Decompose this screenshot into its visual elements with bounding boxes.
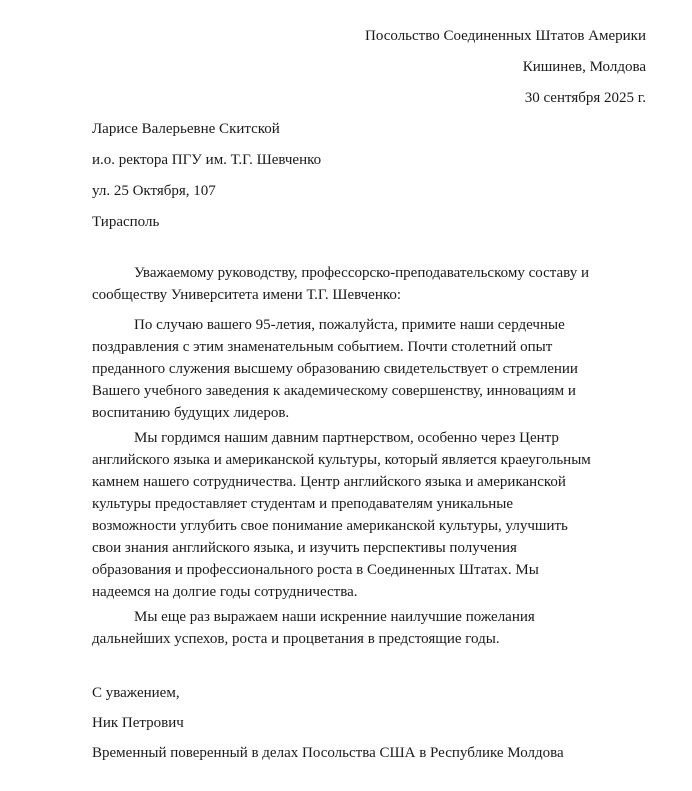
recipient-city: Тирасполь bbox=[92, 214, 160, 230]
sender-city: Кишинев, Молдова bbox=[522, 59, 646, 75]
text-line: преданного служения высшему образованию свидетельствует о стремлении bbox=[92, 361, 578, 377]
text-line: воспитанию будущих лидеров. bbox=[92, 405, 290, 421]
text-line: культуры предоставляет студентам и преподавателям уникальные bbox=[92, 496, 513, 512]
text-line: По случаю вашего 95-летия, пожалуйста, примите наши сердечные bbox=[134, 317, 565, 333]
body-paragraph-1 bbox=[92, 314, 646, 424]
text-line: надеемся на долгие годы сотрудничества. bbox=[92, 584, 358, 600]
recipient-block bbox=[92, 114, 646, 238]
sender-block bbox=[92, 21, 646, 114]
text-line: возможности углубить свое понимание американской культуры, улучшить bbox=[92, 518, 568, 534]
text-line: сообществу Университета имени Т.Г. Шевченко: bbox=[92, 287, 402, 303]
text-line: поздравления с этим знаменательным событием. Почти столетний опыт bbox=[92, 339, 553, 355]
sender-organization: Посольство Соединенных Штатов Америки bbox=[365, 28, 646, 44]
text-line: камнем нашего сотрудничества. Центр английского языка и американской bbox=[92, 474, 566, 490]
text-line: Мы гордимся нашим давним партнерством, особенно через Центр bbox=[134, 430, 559, 446]
salutation bbox=[92, 262, 646, 306]
signer-name: Ник Петрович bbox=[92, 715, 184, 731]
text-line: Вашего учебного заведения к академическому совершенству, инновациям и bbox=[92, 383, 576, 399]
recipient-name: Ларисе Валерьевне Скитской bbox=[92, 121, 280, 137]
text-line: Мы еще раз выражаем наши искренние наилучшие пожелания bbox=[134, 609, 535, 625]
letter-date: 30 сентября 2025 г. bbox=[524, 90, 646, 106]
body-paragraph-2 bbox=[92, 427, 646, 603]
text-line: дальнейших успехов, роста и процветания в предстоящие годы. bbox=[92, 631, 500, 647]
valediction: С уважением, bbox=[92, 685, 180, 701]
text-line: образования и профессионального роста в Соединенных Штатах. Мы bbox=[92, 562, 539, 578]
closing-block bbox=[92, 678, 646, 768]
recipient-title: и.о. ректора ПГУ им. Т.Г. Шевченко bbox=[92, 152, 322, 168]
text-line: английского языка и американской культуры, который является краеугольным bbox=[92, 452, 591, 468]
text-line: свои знания английского языка, и изучить перспективы получения bbox=[92, 540, 517, 556]
recipient-street: ул. 25 Октября, 107 bbox=[92, 183, 216, 199]
signer-title: Временный поверенный в делах Посольства США в Республике Молдова bbox=[92, 745, 564, 761]
text-line: Уважаемому руководству, профессорско-преподавательскому составу и bbox=[134, 265, 589, 281]
body-paragraph-3 bbox=[92, 606, 646, 650]
